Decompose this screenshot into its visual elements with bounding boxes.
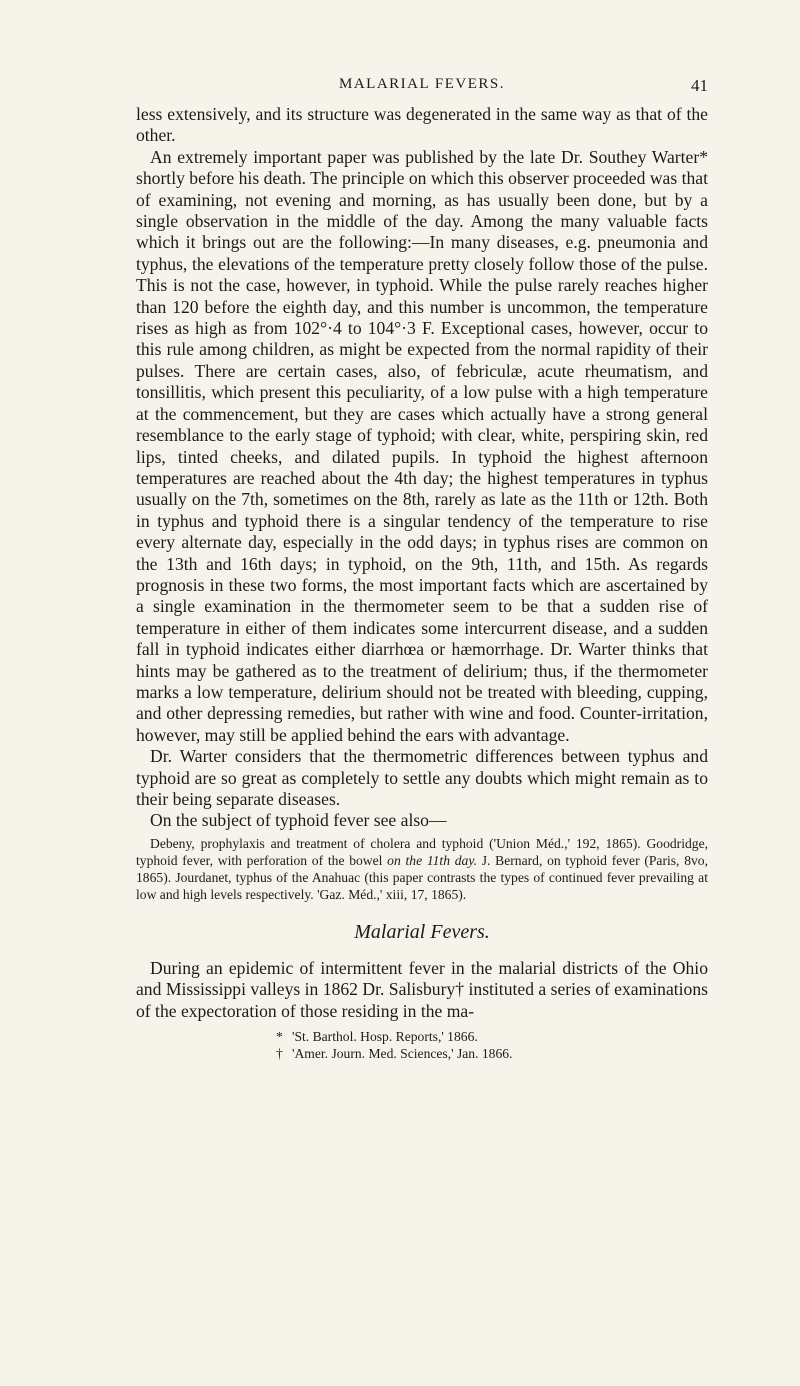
body-text xyxy=(136,104,708,832)
running-title: MALARIAL FEVERS. xyxy=(339,76,505,92)
footnote xyxy=(276,1028,708,1045)
reference-italic: on the 11th day. xyxy=(387,852,478,868)
reference-text-1: Debeny, prophylaxis and treatment of cholera and typhoid ('Union Méd.,' 192, 1865). Goodridge, typhoid fever, with perforation of the bowel xyxy=(136,835,708,868)
paragraph-warter-paper: An extremely important paper was published by the late Dr. Southey Warter* shortly before his death. The principle on which this observer proceeded was that of examining, not evening and morning, as has usually been done, but by a single observation in the middle of the day. Among the many valuable facts which it brings out are the following:—In many diseases, e.g. pneumonia and typhus, the elevations of the temperature pretty closely follow those of the pulse. This is not the case, however, in typhoid. While the pulse rarely reaches higher than 120 before the eighth day, and this number is uncommon, the temperature rises as high as from 102°·4 to 104°·3 F. Exceptional cases, however, occur to this rule among children, as might be expected from the normal rapidity of their pulses. There are certain cases, also, of febriculæ, acute rheumatism, and tonsillitis, which present this peculiarity, of a low pulse with a high temperature at the commencement, but they are cases which actually have a strong general resemblance to the early stage of typhoid; with clear, white, perspiring skin, red lips, tinted cheeks, and dilated pupils. In typhoid the highest afternoon temperatures are reached about the 4th day; the highest temperatures in typhus usually on the 7th, sometimes on the 8th, rarely as late as the 11th or 12th. Both in typhus and typhoid there is a singular tendency of the temperature to rise every alternate day, especially in the odd days; in typhus rises are common on the 13th and 16th days; in typhoid, on the 9th, 11th, and 15th. As regards prognosis in these two forms, the most important facts which are ascertained by a single examination in the thermometer seem to be that a sudden rise of temperature in either of them indicates some intercurrent disease, and a sudden fall in typhoid indicates either diarrhœa or hæmorrhage. Dr. Warter thinks that hints may be gathered as to the treatment of delirium; thus, if the thermometer marks a low temperature, delirium should not be treated with bleeding, cupping, and other depressing remedies, but rather with wine and food. Counter-irritation, however, may still be applied behind the ears with advantage. xyxy=(136,146,708,745)
section-body xyxy=(136,958,708,1022)
reference-list xyxy=(136,835,708,903)
footnotes xyxy=(136,1028,708,1062)
paragraph-continuation: less extensively, and its structure was degenerated in the same way as that of the other. xyxy=(136,104,708,146)
footnote-text: 'St. Barthol. Hosp. Reports,' 1866. xyxy=(292,1029,478,1045)
paragraph-malarial: During an epidemic of intermittent fever in the malarial districts of the Ohio and Mississippi valleys in 1862 Dr. Salisbury† instituted a series of examinations of the expectoration of those residing in the ma- xyxy=(136,957,708,1021)
footnote-mark: † xyxy=(276,1046,283,1062)
reference-text-2: J. Bernard, on typhoid fever (Paris, 8vo, 1865). Jourdanet, typhus of the Anahuac (this paper contrasts the types of continued fever prevailing at low and high levels respectively. 'Gaz. Méd.,' xiii, 17, 1865). xyxy=(136,852,708,902)
footnote-text: 'Amer. Journ. Med. Sciences,' Jan. 1866. xyxy=(292,1046,513,1062)
page-number: 41 xyxy=(691,76,708,95)
footnote xyxy=(276,1045,708,1062)
paragraph-see-also: On the subject of typhoid fever see also— xyxy=(150,810,447,831)
running-head xyxy=(136,76,708,102)
section-title: Malarial Fevers. xyxy=(354,920,490,943)
footnote-mark: * xyxy=(276,1029,283,1045)
paragraph-warter-conclusion: Dr. Warter considers that the thermometric differences between typhus and typhoid are so great as completely to settle any doubts which might remain as to their being separate diseases. xyxy=(136,746,708,809)
